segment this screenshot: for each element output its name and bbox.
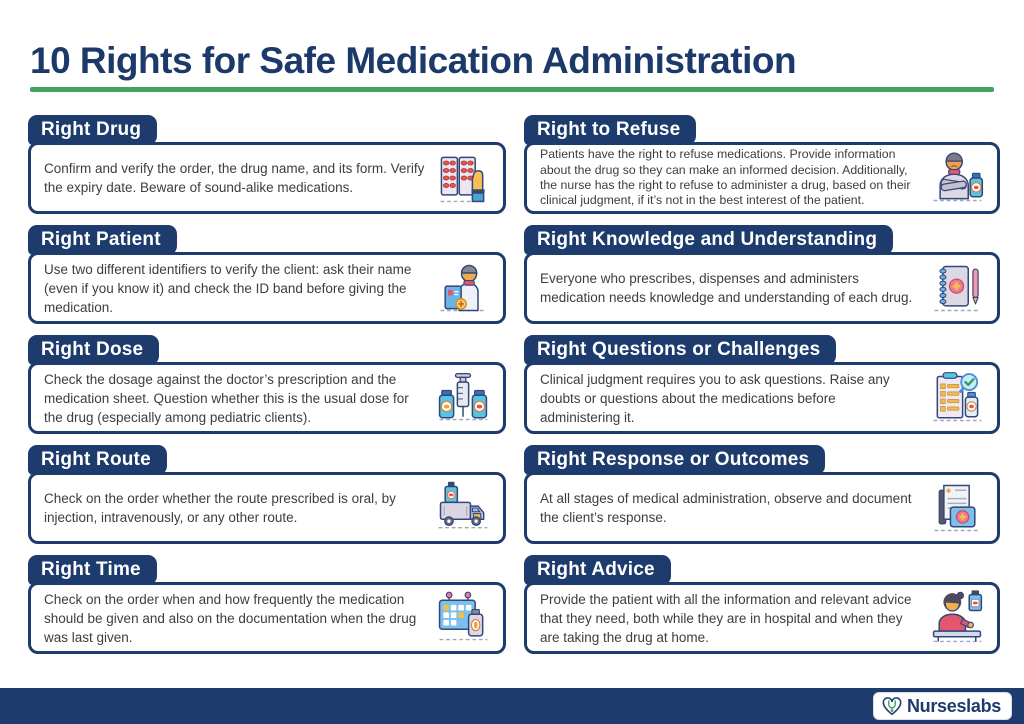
card-title-badge: Right Route [28,445,167,475]
card-body-text: At all stages of medical administration, observe and document the client’s response. [540,491,912,525]
card-body-box [28,362,506,434]
blister-pack-icon [431,146,495,210]
card-title-badge: Right Questions or Challenges [524,335,836,365]
card-body-box [524,362,1000,434]
nurseslabs-logo [873,692,1012,720]
card-right-dose [28,335,506,434]
card-right-route [28,445,506,544]
card-body-box [524,582,1000,654]
card-body-box [524,252,1000,324]
notebook-pen-icon [925,256,989,320]
right-column [524,115,1000,665]
card-right-drug [28,115,506,214]
title-underline [30,87,994,92]
brand-name: Nurseslabs [906,696,1001,716]
card-title-badge: Right Advice [524,555,671,585]
nurse-advising-icon [925,586,989,650]
card-right-advice [524,555,1000,654]
card-body-text: Check on the order whether the route prescribed is oral, by injection, intravenously, or any other route. [44,491,396,525]
card-body-box [28,142,506,214]
card-body-text: Everyone who prescribes, dispenses and administers medication needs knowledge and understanding of each drug. [540,271,913,305]
card-title-badge: Right Time [28,555,157,585]
patient-id-icon [431,256,495,320]
card-title-badge: Right Drug [28,115,157,145]
card-body-box [524,142,1000,214]
card-body-text: Provide the patient with all the information and relevant advice that they need, both while they are in hospital and when they are taking the drug at home. [540,591,912,645]
card-body-text: Check on the order when and how frequently the medication should be given and also on the documentation when the drug was last given. [44,591,417,645]
checklist-magnifier-icon [925,366,989,430]
card-body-box [524,472,1000,544]
card-body-box [28,252,506,324]
card-title-badge: Right Patient [28,225,177,255]
calendar-medicine-icon [431,586,495,650]
card-title-badge: Right Dose [28,335,159,365]
card-body-box [28,582,506,654]
card-body-text: Patients have the right to refuse medications. Provide information about the drug so they can make an informed decision. Additionally, the nurse has the right to refuse to administer a drug, based on their clinical judgment, if it’s not in the best interest of the patient. [540,147,911,208]
card-right-to-refuse [524,115,1000,214]
card-body-text: Confirm and verify the order, the drug name, and its form. Verify the expiry date. Beware of sound-alike medications. [44,161,425,195]
card-title-badge: Right Knowledge and Understanding [524,225,893,255]
card-right-knowledge [524,225,1000,324]
document-folder-icon [925,476,989,540]
footer-band [0,688,1024,724]
page-title: 10 Rights for Safe Medication Administration [30,40,797,81]
card-body-text: Use two different identifiers to verify the client: ask their name (even if you know it) and check the ID band before giving the medication. [44,261,412,315]
refusing-patient-icon [925,146,989,210]
card-right-questions [524,335,1000,434]
card-body-text: Clinical judgment requires you to ask questions. Raise any doubts or questions about the medications before administering it. [540,371,890,425]
card-right-patient [28,225,506,324]
delivery-truck-icon [431,476,495,540]
card-title-badge: Right Response or Outcomes [524,445,825,475]
heart-stethoscope-icon [881,695,903,717]
syringe-vials-icon [431,366,495,430]
left-column [28,115,506,665]
card-body-text: Check the dosage against the doctor’s prescription and the medication sheet. Question whether this is the usual dose for the drug (especially among pediatric clients). [44,371,409,425]
card-body-box [28,472,506,544]
card-title-badge: Right to Refuse [524,115,696,145]
card-right-time [28,555,506,654]
card-right-response [524,445,1000,544]
